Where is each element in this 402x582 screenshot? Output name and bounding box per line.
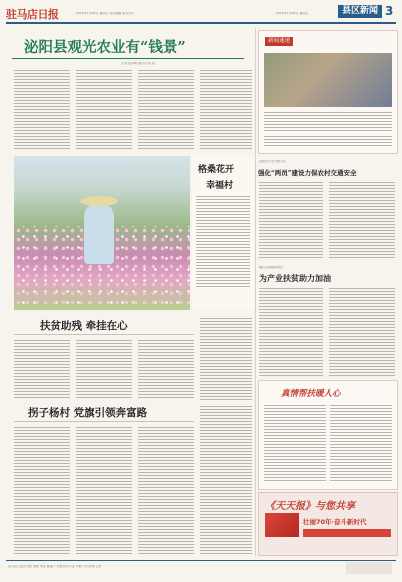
person-hat [80, 196, 118, 206]
footer-text: 驻马店日报社出版 地址 电话 邮编 广告经营许可证 印刷 今日新闻 定价 [8, 565, 102, 568]
photo-caption-text [196, 196, 250, 288]
article3-rule [14, 421, 194, 422]
masthead-logo: 驻马店日报 [6, 8, 59, 21]
banner-slogan: 壮丽70年·奋斗新时代 [303, 518, 367, 526]
photo-caption-panel [192, 156, 254, 310]
short-news2-title: 为产业扶贫助力加油 [259, 273, 331, 283]
person-figure [84, 204, 114, 264]
issue-date: 2019年7月26日 星期五 [276, 12, 309, 15]
footer-rule [6, 560, 396, 561]
promo-title: 真情帮扶暖人心 [281, 389, 341, 399]
section-tab [338, 5, 382, 18]
short-news2-body [329, 288, 395, 376]
headline-rule [12, 58, 244, 59]
article2-body [14, 340, 70, 400]
article2-rule [14, 334, 194, 335]
article2-body [138, 340, 194, 400]
article3-body [14, 427, 70, 555]
news-brief-photo [264, 53, 392, 107]
short-news-body [329, 182, 395, 260]
short-news2-body [259, 288, 323, 376]
promo-text [264, 405, 326, 483]
news-brief-label [265, 37, 293, 46]
article2-title: 扶贫助残 牵挂在心 [40, 320, 128, 332]
photo-caption-title: 格桑花开 [198, 165, 235, 175]
flower-field-photo [14, 156, 190, 310]
main-headline: 泌阳县观光农业有“钱景” [24, 39, 186, 56]
main-article-body [138, 70, 194, 150]
news-brief-text [264, 136, 392, 148]
article2-body [76, 340, 132, 400]
short-news-body [259, 182, 323, 260]
news-brief-label-text: 新闻速递 [268, 38, 291, 44]
short-news2-label: 确山县财保险附近 [259, 266, 284, 269]
banner-title: 《天天报》与您共享 [265, 501, 355, 512]
article2-body [200, 318, 252, 400]
header-bar [6, 4, 396, 21]
banner-ad [258, 492, 398, 556]
section-name: 县区新闻 [341, 6, 378, 16]
banner-strip [303, 529, 391, 537]
masthead-info: 2019年7月26日 星期五 责任编辑 版式设计 [76, 12, 135, 15]
header-rule [6, 22, 396, 24]
banner-flag-icon [265, 513, 299, 537]
article3-body [138, 427, 194, 555]
news-brief-box [258, 30, 398, 154]
main-article-body [76, 70, 132, 150]
short-news-title: 强化“两员”建设力保农村交通安全 [258, 169, 357, 177]
promo-box [258, 380, 398, 490]
main-article-body [200, 70, 252, 150]
article3-title: 拐子杨村 党旗引领奔富路 [28, 407, 148, 419]
article3-body [76, 427, 132, 555]
main-article-body [14, 70, 70, 150]
main-byline: 记者 张华峰 通讯员 陈 阳 [121, 62, 155, 65]
news-brief-caption [264, 112, 392, 132]
short-news-label: 泌阳县公安交警大队 [259, 160, 287, 163]
article3-body [200, 406, 252, 555]
page-number: 3 [385, 4, 394, 18]
footer-logo [346, 562, 392, 574]
promo-text [330, 405, 392, 483]
photo-caption-subtitle: 幸福村 [206, 181, 234, 191]
column-divider [255, 28, 256, 556]
